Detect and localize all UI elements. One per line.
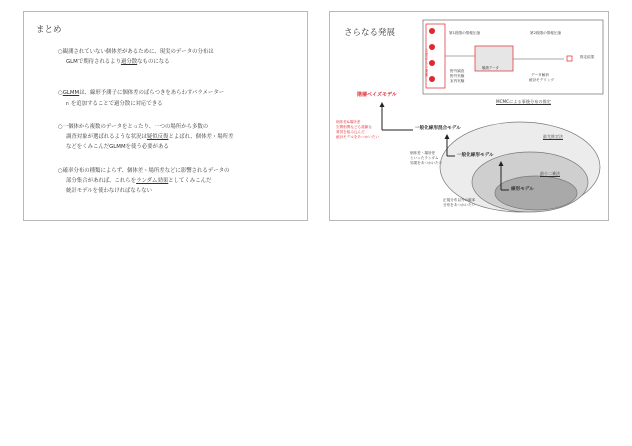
bullet-line: GLMで期待されるより過分散なものになる — [66, 59, 170, 65]
slide-summary — [23, 11, 308, 221]
term-overdispersion: 過分散 — [120, 59, 138, 65]
method-mcmc: MCMCによる事後分布の推定 — [496, 99, 551, 104]
slide-title: さらなる発展 — [344, 28, 396, 38]
term-pseudoreplication: 疑似反復 — [146, 134, 169, 140]
bullet-line: ○一個体から複数のデータをとったり、一つの場所から多数の — [58, 124, 209, 130]
bullet-line: rᵢ を追加することで過分散に対応できる — [66, 101, 163, 107]
result-label: 推定結果 — [580, 55, 595, 59]
bullet-line: 統計モデルを使わなければならない — [66, 188, 152, 194]
bullet-line: 部分集合があれば、これらをランダム効果としてくみこんだ — [66, 178, 212, 184]
bullet-line: ○観測されていない個体差があるために、現実のデータの分布は — [58, 49, 214, 55]
ellipse-ls — [495, 176, 577, 210]
bullet-line: ○確率分布の種類によらず、個体差・場所差などに影響されるデータの — [58, 168, 230, 174]
slide-title: まとめ — [36, 25, 62, 35]
obs-data-label: 観測データ — [482, 66, 499, 70]
mech1-label: 第1段階の情報圧縮 — [449, 31, 481, 35]
bullet-line: 調査対象が選ばれるような状況は疑似反復とよばれ、個体差・場所差 — [66, 134, 234, 140]
nature-label: 自然がもつ複雑 — [425, 49, 429, 77]
model-glm: 一般化線形モデル — [457, 153, 494, 158]
term-glmm: GLMM — [62, 90, 80, 96]
analysis-1: データ解析 — [531, 73, 549, 77]
field-1: 野外調査 — [450, 69, 465, 73]
model-glmm: 一般化線形混合モデル — [415, 126, 461, 131]
field-3: 室内実験 — [450, 79, 465, 83]
bullet-line: ○GLMMは、線形予測子に個体差のばらつきをあらわすパラメーター — [58, 90, 225, 96]
bullet-line: などをくみこんだGLMMを使う必要がある — [66, 144, 169, 150]
term-random-effect: ランダム効果 — [136, 178, 169, 184]
field-2: 野外実験 — [450, 74, 465, 78]
mech2-label: 第2段階の情報圧縮 — [530, 31, 562, 35]
analysis-2: 統計モデリング — [529, 78, 555, 82]
slide-further-development: さらなる発展 自然がもつ複雑 第1段階の情報圧縮 観測データ 第2段階の情報圧縮 野外調査 野外実験 室内実験 データ解析 統計モデリング 推定結果 階層ベイズモデル 一般化線形混合モデル 一般化線形モデル 線形モデル MCMCによる事後分布の推定 最尤推定法 最小二乗法 個体差&場所差 空間相関なども複雑な 要因を組み込んだ 統計モデルをあつかいたい 個体差・場所差 といったランダム 効果をあつかいたい 正規分布以外の確率 分布をあつかいたい — [329, 11, 609, 221]
model-bayes: 階層ベイズモデル — [357, 92, 397, 98]
model-lm: 線形モデル — [511, 187, 534, 192]
model-hierarchy-graphic — [330, 12, 610, 222]
method-ml: 最尤推定法 — [543, 134, 563, 139]
method-ls: 最小二乗法 — [540, 171, 560, 176]
